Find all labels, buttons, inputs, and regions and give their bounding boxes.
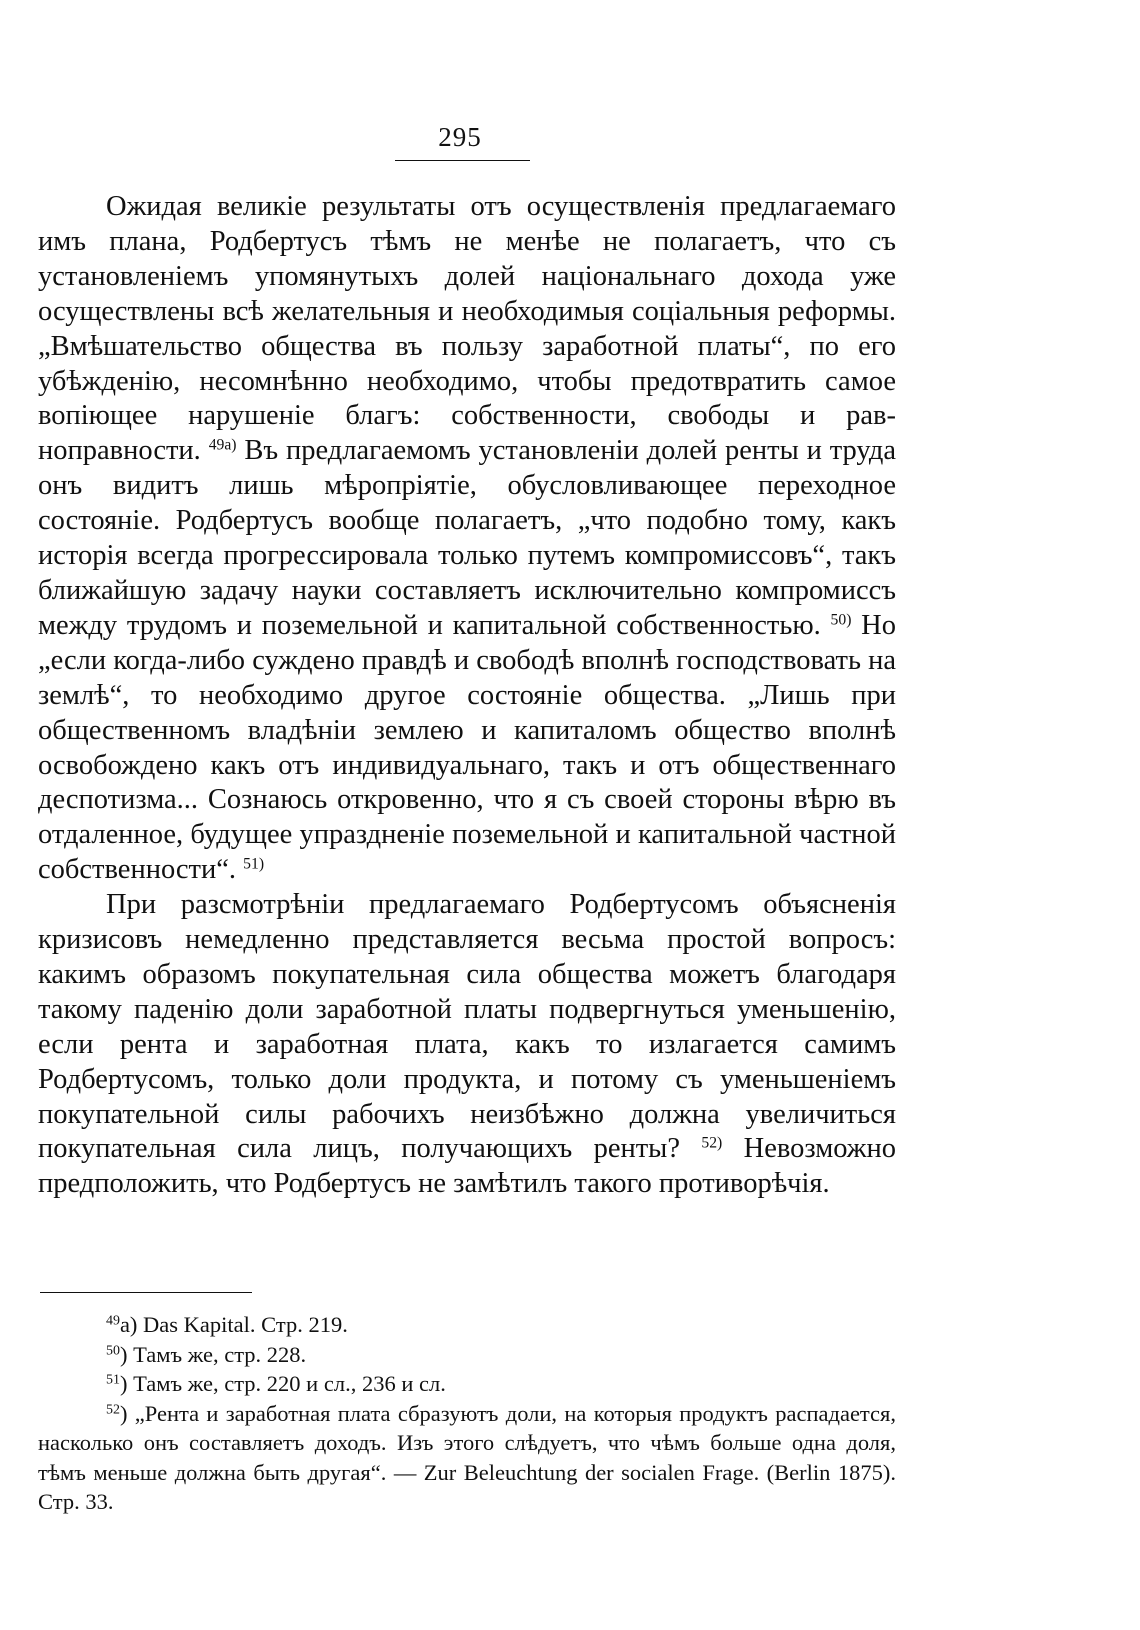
footnote-ref-49a: 49а) bbox=[208, 436, 237, 454]
header-rule bbox=[395, 160, 530, 161]
footnote-text: Тамъ же, стр. 228. bbox=[127, 1341, 307, 1367]
footnote-50 bbox=[38, 1340, 896, 1370]
footnote-mark: 52 bbox=[106, 1401, 120, 1417]
footnote-suffix: ) bbox=[119, 1400, 128, 1426]
footnote-ref-52: 52) bbox=[701, 1135, 723, 1153]
page-number: 295 bbox=[438, 122, 482, 152]
paragraph-1-text: Ожидая великіе результаты отъ осуществленія предлагаемаго имъ плана, Родбертусъ тѣмъ не менѣе не полагаетъ, что съ установленіемъ упомянутыхъ долей національнаго дохода уже осуществлены всѣ желательныя и необходимыя соціальныя реформы. „Вмѣшательство общества въ пользу заработной платы“, по его убѣжденію, несомнѣнно необходимо, чтобы предотвратить самое вопіющее нарушеніе благъ: собственности, свободы и равноправности. bbox=[38, 191, 896, 467]
paragraph-2-text-b: Невозможно предположить, что Родбертусъ не замѣтилъ такого противорѣчія. bbox=[38, 1133, 897, 1200]
footnote-ref-50: 50) bbox=[830, 611, 852, 629]
footnote-mark: 49 bbox=[106, 1313, 120, 1329]
footnote-text: Тамъ же, стр. 220 и сл., 236 и сл. bbox=[127, 1371, 446, 1396]
paragraph-2-text: При разсмотрѣніи предлагаемаго Родбертусомъ объясненія кризисовъ немедленно представляется весьма простой вопросъ: какимъ образомъ покупательная сила общества можетъ благодаря такому паденію доли заработной платы подвергнуться уменьшенію, если рента и заработная плата, какъ то излагается самимъ Родбертусомъ, только доли продукта, и потому съ уменьшеніемъ покупательной силы рабочихъ неизбѣжно должна увеличиться покупательная сила лицъ, получающихъ ренты? bbox=[38, 889, 896, 1165]
footnote-suffix: а) bbox=[119, 1312, 138, 1337]
footnote-51 bbox=[38, 1369, 896, 1399]
footnote-text: „Рента и заработная плата сбразуютъ доли, на которыя продуктъ распадается, насколько онъ составляетъ доходъ. Изъ этого слѣдуетъ, что чѣмъ больше одна доля, тѣмъ меньше должна быть другая“. — Zur Beleuchtung der socialen Frage. (Berlin 1875). Стр. 33. bbox=[38, 1400, 896, 1514]
paragraph-2 bbox=[38, 888, 896, 1202]
footnote-52 bbox=[38, 1399, 896, 1517]
footnote-suffix: ) bbox=[119, 1371, 128, 1396]
footnote-rule bbox=[40, 1292, 252, 1293]
footnote-suffix: ) bbox=[119, 1341, 128, 1367]
footnote-mark: 51 bbox=[106, 1372, 120, 1388]
footnote-ref-51: 51) bbox=[243, 855, 265, 873]
footnote-mark: 50 bbox=[106, 1342, 120, 1358]
footnotes bbox=[38, 1310, 896, 1517]
footnote-49a bbox=[38, 1310, 896, 1340]
main-text bbox=[38, 190, 896, 1202]
paragraph-1-text-b: Въ предлагаемомъ установленіи долей ренты и труда онъ видитъ лишь мѣропріятіе, обусловливающее переходное состояніе. Родбертусъ вообще полагаетъ, „что подобно тому, какъ исторія всегда прогрессировала только путемъ компромиссовъ“, такъ ближайшую задачу науки составляетъ исключительно компромиссъ между трудомъ и поземельной и капитальной собственностью. bbox=[38, 435, 897, 641]
paragraph-1-text-c: Но „если когда-либо суждено правдѣ и свободѣ вполнѣ господствовать на землѣ“, то необходимо другое состояніе общества. „Лишь при общественномъ владѣніи землею и капиталомъ общество вполнѣ освобождено какъ отъ индивидуальнаго, такъ и отъ общественнаго деспотизма... Сознаюсь откровенно, что я съ своей стороны вѣрю въ отдаленное, будущее упраздненіе поземельной и капитальной частной собственности“. bbox=[38, 609, 897, 886]
paragraph-1 bbox=[38, 190, 896, 888]
footnote-text: Das Kapital. Стр. 219. bbox=[137, 1312, 348, 1337]
